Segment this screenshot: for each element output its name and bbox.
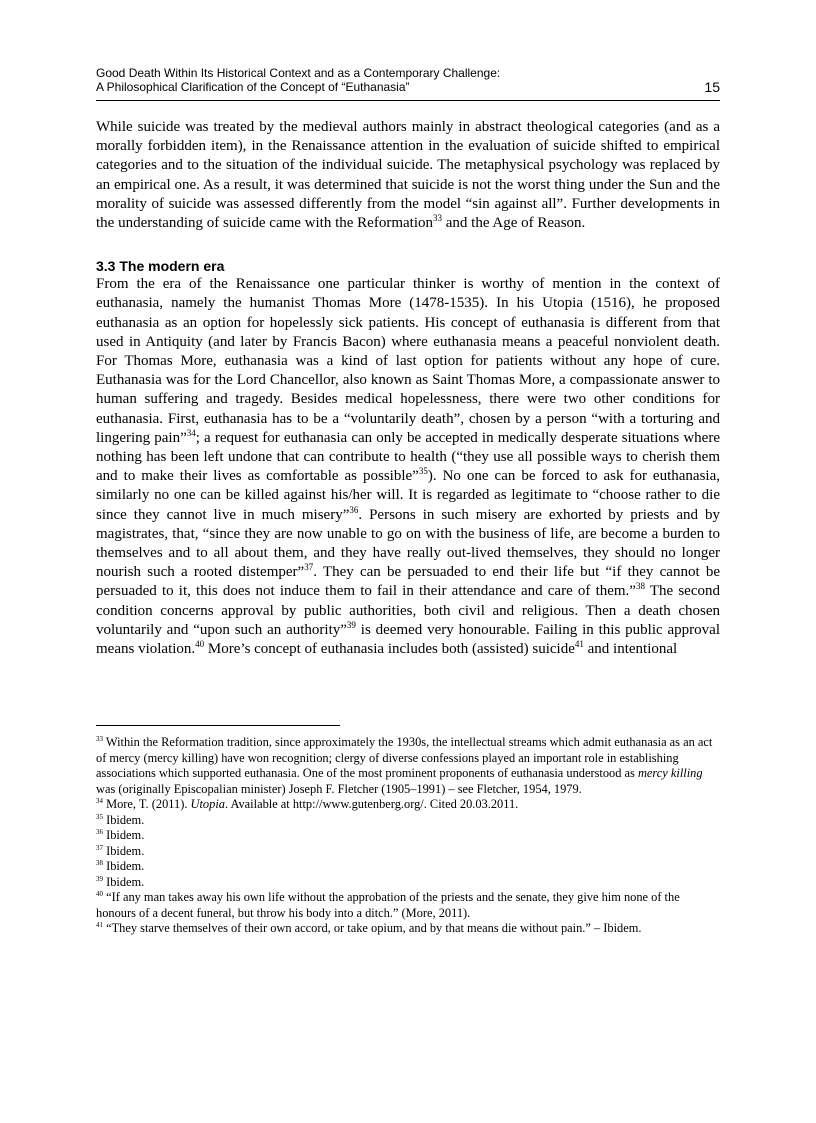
footnote-text: Ibidem. [103,812,145,827]
paragraph-text: While suicide was treated by the medieval authors mainly in abstract theological categories (and as a morally forbidden item), in the Renaissance attention in the evaluation of suicide shifted to empirical categories and to the situation of the individual suicide. The metaphysical psychology was replaced by an empirical one. As a result, it was determined that suicide is not the worst thing under the Sun and the morality of suicide was assessed differently from the model “sin against all”. Further developments in the understanding of suicide came with the Reformation [96,119,720,232]
paragraph-thomas-more [96,275,720,659]
running-header [96,66,720,94]
paragraph-text: From the era of the Renaissance one particular thinker is worthy of mention in the context of euthanasia, namely the humanist Thomas More (1478-1535). In his Utopia (1516), he proposed euthanasia as an option for hopelessly sick patients. His concept of euthanasia is different from that used in Antiquity (and later by Francis Bacon) where euthanasia means a peaceful nonviolent death. For Thomas More, euthanasia was a kind of last option for patients without any hope of cure. Euthanasia was for the Lord Chancellor, also known as Saint Thomas More, a compassionate answer to human suffering and tragedy. Besides medical hopelessness, there were two other conditions for euthanasia. First, euthanasia has to be a “voluntarily death”, chosen by a person “with a torturing and lingering pain” [96,276,720,446]
paragraph-suicide-renaissance [96,118,720,233]
footnote-number: 37 [96,843,103,852]
footnote-text: Ibidem. [103,843,145,858]
footnote-35 [96,813,720,829]
footnote-ref-33[interactable]: 33 [433,213,442,224]
footnote-text: “They starve themselves of their own accord, or take opium, and by that means die without pain.” – Ibidem. [103,921,642,935]
footnote-number: 35 [96,812,103,821]
paragraph-text: . They can be persuaded to end their life but “if they cannot be persuaded to it, this does not induce them to fail in their attendance and care of them.” [96,564,720,600]
page-number: 15 [704,79,720,95]
footnote-number: 36 [96,827,103,836]
footnote-ref-36[interactable]: 36 [349,504,359,515]
footnote-number: 33 [96,734,103,743]
footnote-37 [96,844,720,860]
footnote-ref-34[interactable]: 34 [186,427,196,438]
paragraph-text: and intentional [583,641,678,658]
footnote-number: 41 [96,920,103,929]
footnote-number: 40 [96,889,103,898]
paragraph-text: and the Age of Reason. [442,215,586,232]
footnote-text: . Available at http://www.gutenberg.org/. Cited 20.03.2011. [224,797,519,811]
main-text [96,118,720,659]
footnote-ref-37[interactable]: 37 [304,562,314,573]
footnote-ref-39[interactable]: 39 [346,619,356,630]
paragraph-text: More’s concept of euthanasia includes both (assisted) suicide [204,641,575,658]
section-heading: 3.3 The modern era [96,258,225,275]
footnote-text: “If any man takes away his own life without the approbation of the priests and the senate, they give him none of the honours of a decent funeral, but throw his body into a ditch.” (More, 2011). [96,890,680,920]
footnote-34 [96,797,720,813]
header-title-line-1: Good Death Within Its Historical Context and as a Contemporary Challenge: [96,66,501,80]
footnote-38 [96,859,720,875]
footnote-number: 39 [96,874,103,883]
footnote-text: Ibidem. [103,859,145,873]
footnote-text: Within the Reformation tradition, since approximately the 1930s, the intellectual streams which admit euthanasia as an act of mercy (mercy killing) have won recognition; clergy of diverse confessions played an important role in establishing associations which supported euthanasia. One of the most prominent proponents of euthanasia understood as [96,735,713,780]
footnote-number: 34 [96,796,103,805]
footnote-text: Ibidem. [103,828,145,842]
footnote-number: 38 [96,858,103,867]
footnote-39 [96,875,720,891]
footnote-text: was (originally Episcopalian minister) Joseph F. Fletcher (1905–1991) – see Fletcher, 1954, 1979. [96,781,582,796]
footnote-36 [96,828,720,844]
footnote-italic: Utopia [190,797,225,811]
footnote-separator [96,725,340,726]
header-rule [96,100,720,101]
footnote-italic: mercy killing [637,766,703,780]
footnote-ref-40[interactable]: 40 [195,639,205,650]
paragraph-text: ). No one can be forced to ask for euthanasia, similarly no one can be killed against his/her will. It is regarded as legitimate to “choose rather to die since they cannot live in much misery” [96,468,720,523]
footnote-text: More, T. (2011). [103,797,191,811]
footnote-ref-38[interactable]: 38 [635,581,645,592]
paragraph-text: . Persons in such misery are exhorted by priests and by magistrates, that, “since they are now unable to go on with the business of life, are become a burden to themselves and to all about them, and they have really out-lived themselves, they should no longer nourish such a rooted distemper” [96,506,720,581]
footnote-ref-41[interactable]: 41 [574,639,584,650]
footnote-ref-35[interactable]: 35 [418,466,428,477]
header-title-line-2: A Philosophical Clarification of the Concept of “Euthanasia” [96,80,410,94]
footnotes [96,735,720,937]
footnote-text: Ibidem. [103,874,145,889]
paragraph-text: ; a request for euthanasia can only be accepted in medically desperate situations where nothing has been left undone that can contribute to health (“they use all possible ways to cherish them and to make their lives as comfortable as possible” [96,429,720,485]
footnote-40 [96,890,720,921]
paragraph-text: is deemed very honourable. Failing in this public approval means violation. [96,621,721,658]
footnote-33 [96,735,720,797]
footnote-41 [96,921,720,937]
paragraph-text: The second condition concerns approval by public authorities, both civil and religious. Then a death chosen voluntarily and “upon such an authority” [96,583,721,638]
